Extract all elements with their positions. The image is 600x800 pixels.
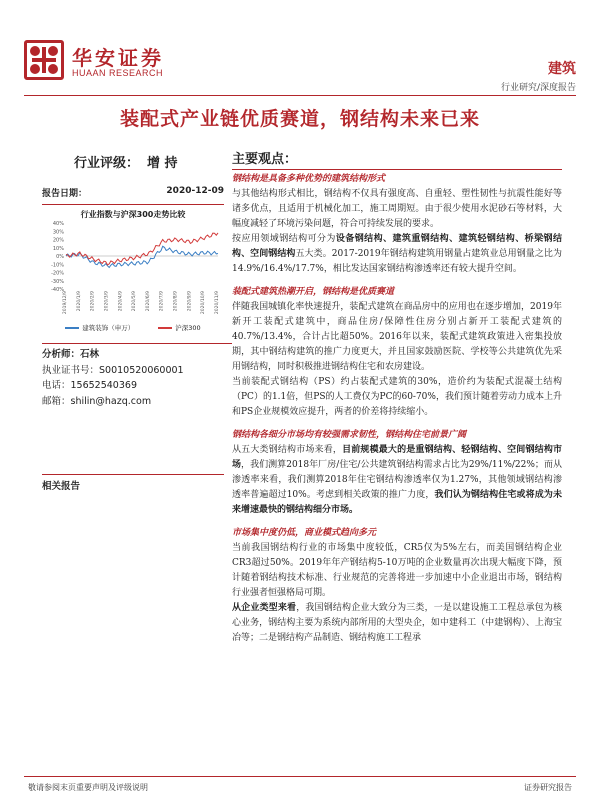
date-label: 报告日期： [42,189,88,199]
y-tick-label: 40% [52,221,64,227]
report-type-label: 行业研究/深度报告 [500,83,576,93]
legend-item-series-2: 沪深300 [158,323,200,332]
analyst-email[interactable]: 邮箱：shilin@hazq.com [42,395,152,407]
y-tick-label: -40% [51,287,64,293]
y-tick-label: -10% [51,262,64,269]
section-title: 市场集中度仍低，商业模式趋向多元 [232,528,377,538]
section-title: 装配式建筑热潮开启，钢结构是优质赛道 [232,287,395,297]
related-reports-heading: 相关报告 [42,474,224,492]
logo-chinese-name: 华安证券 [72,46,164,70]
chart-legend [42,323,224,332]
index-comparison-chart [42,204,224,336]
section-title: 钢结构各细分市场均有较强需求韧性，钢结构住宅前景广阔 [232,430,467,440]
y-tick-label: 0% [56,254,64,260]
footer-disclaimer: 敬请参阅末页重要声明及评级说明 [28,783,148,792]
y-tick-label: -30% [51,278,64,285]
y-tick-label: 30% [52,229,64,236]
bold-text: 我们认为钢结构住宅或将成为未来增速最快的钢结构细分市场。 [232,490,562,515]
chart-plot [42,219,224,323]
x-tick-label: 2020/11/9 [215,291,220,315]
y-tick-label: -20% [51,270,64,277]
section-paragraph [232,601,562,646]
x-tick-label: 2020/6/9 [145,291,151,312]
text-run: 伴随我国城镇化率快速提升，装配式建筑在商品房中的应用也在逐步增加，2019年新开工装配式建筑中，商品住房/保障性住房分别占新开工装配式建筑的40.7%/13.4%，合计占比超50%。2016年以来，装配式建筑政策进入密集投放期，其中钢结构建筑的推广力度更大，并且国家鼓励医院、学校等公共建筑优先采用钢结构，同时积极推进钢结构住宅和农房建设。 [232,302,562,372]
text-run: 与其他结构形式相比，钢结构不仅具有强度高、自重轻、塑性韧性与抗震性能好等诸多优点，且适用于机械化加工，施工周期短。由于很少使用水泥砂石等材料，大幅度减轻了环境污染问题，符合可持续发展的要求。 [232,189,562,229]
section-title: 钢结构是具备多种优势的建筑结构形式 [232,174,386,184]
text-run: 当前装配式钢结构（PS）约占装配式建筑的30%，造价约为装配式混凝土结构（PC）的1.1倍，但PS的人工费仅为PC的60-70%，我们预计随着劳动力成本上升和PS企业规模效应提升，两者的价差将持续缩小。 [232,377,562,417]
company-logo [24,40,184,84]
section-paragraph [232,541,562,601]
report-title: 装配式产业链优质赛道，钢结构未来已来 [119,108,480,130]
x-tick-label: 2020/5/9 [132,291,138,312]
report-date-row [42,186,224,199]
section-paragraph [232,300,562,375]
rating-value: 增 持 [147,156,178,171]
footer-divider [24,776,576,777]
date-value: 2020-12-09 [166,186,224,196]
x-tick-label: 2020/8/9 [173,291,179,312]
x-tick-label: 2020/7/9 [159,291,165,312]
section-paragraph [232,232,562,277]
analyst-name: 分析师：石林 [42,349,100,360]
industry-rating [74,152,178,171]
text-run: 五大类。2017-2019年钢结构建筑用钢量占建筑业总用钢量之比为14.9%/16.4%/17.7%，相比发达国家钢结构渗透率还有较大提升空间。 [232,249,562,274]
bold-text: 从企业类型来看 [232,603,297,613]
text-run: 按应用领域钢结构可分为 [232,234,336,244]
sector-label: 建筑 [548,61,576,77]
section-paragraph [232,187,562,232]
x-tick-label: 2020/10/9 [201,291,207,315]
y-tick-label: 10% [52,245,64,252]
x-tick-label: 2019/12/9 [63,291,68,315]
logo-english-name: HUAAN RESEARCH [72,68,164,78]
text-run: ，我国钢结构企业大致分为三类，一是以建设施工工程总承包为核心业务，钢结构主要为系统内部所用的大型央企，如中建科工（中建钢构）、上海宝冶等；二是钢结构产品制造、钢结构施工工程承 [232,603,562,643]
text-run: 从五大类钢结构市场来看， [232,445,343,455]
rating-label: 行业评级： [74,156,140,171]
x-tick-label: 2020/4/9 [118,291,124,312]
bold-text: 设备钢结构、建筑重钢结构、建筑轻钢结构、桥梁钢结构、空间钢结构 [232,234,562,259]
x-tick-label: 2020/9/9 [187,291,193,312]
bold-text: 目前规模最大的是重钢结构、轻钢结构、空间钢结构市场 [232,445,562,470]
analyst-info [42,343,232,409]
legend-item-series-1: 建筑装饰（申万） [65,323,134,332]
x-tick-label: 2020/1/9 [76,291,82,312]
x-tick-label: 2020/3/9 [104,291,110,312]
main-points-heading: 主要观点： [232,152,562,170]
series-line-1 [66,246,218,267]
section-paragraph [232,443,562,518]
chart-title: 行业指数与沪深300走势比较 [80,210,186,219]
y-tick-label: 20% [52,237,64,244]
header-divider [24,95,576,96]
section-paragraph [232,375,562,420]
text-run: ，我们测算2018年厂房/住宅/公共建筑钢结构需求占比为29%/11%/22%；而从渗透率来看，我们测算2018年住宅钢结构渗透率仅为1.27%，其他领域钢结构渗透率普遍超过10%。考虑到相关政策的推广力度， [232,460,562,500]
text-run: 当前我国钢结构行业的市场集中度较低，CR5仅为5%左右，而美国钢结构企业CR3超过50%。2019年年产钢结构5-10万吨的企业数量再次出现大幅度下降，预计随着钢结构技术标准、行业规范的完善将进一步加速中小企业退出市场，钢结构行业强者恒强格局可期。 [232,543,562,598]
analyst-phone: 电话：15652540369 [42,380,137,391]
main-points [232,152,562,646]
analyst-license: 执业证书号：S0010520060001 [42,364,184,376]
footer-report-label: 证券研究报告 [524,783,572,792]
logo-mark-icon [24,40,64,80]
x-tick-label: 2020/2/9 [90,291,96,312]
